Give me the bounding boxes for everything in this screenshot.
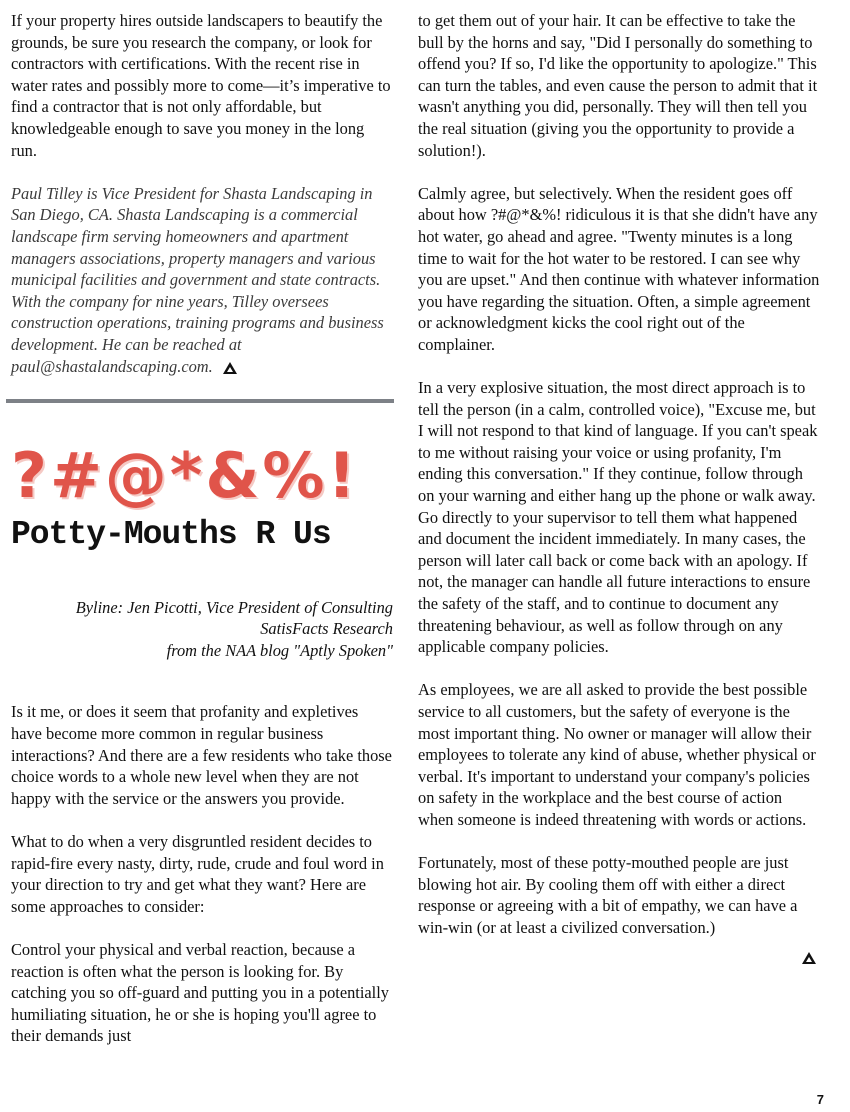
byline-line-1: Byline: Jen Picotti, Vice President of Consulting xyxy=(75,597,393,617)
body-paragraph: As employees, we are all asked to provide the best possible service to all customers, but the safety of everyone is the most important thing. No owner or manager will allow their employees to tolerate any kind of abuse, whether physical or verbal. It's important to understand your company's policies on safety in the workplace and the best course of action when someone is indeed threatening with words or actions. xyxy=(418,680,816,829)
body-paragraph: In a very explosive situation, the most direct approach is to tell the person (in a calm, controlled voice), "Excuse me, but I will not respond to that kind of language. If you can't speak to me without raising your voice or using profanity, I'm ending this conversation." If they continue, follow through on your warning and either hang up the phone or walk away. Go directly to your supervisor to tell them what happened and document the incident immediately. In many cases, the person will later call back or come back with an apology. If not, the manager can handle all future interactions to ensure the safety of the staff, and to continue to document any threatening behaviour, as well as follow through on any applicable company policies. xyxy=(418,378,818,657)
article-header xyxy=(11,438,393,553)
body-paragraph: to get them out of your hair. It can be effective to take the bull by the horns and say, "Did I personally do something to offend you? If so, I'd like the opportunity to apologize." This can turn the tables, and even cause the person to admit that it wasn't anything you did, personally. They will then tell you the real situation (giving you the opportunity to provide a solution!). xyxy=(418,11,818,160)
article-headline: Potty-Mouths R Us xyxy=(11,515,331,553)
author-bio-text: Paul Tilley is Vice President for Shasta Landscaping in San Diego, CA. Shasta Landscaping is a commercial landscape firm serving homeowners and apartment managers associations, property managers and various municipal facilities and government and state contracts. With the company for nine years, Tilley oversees construction operations, training programs and business development. He can be reached at paul@shastalandscaping.com. xyxy=(11,183,384,376)
body-paragraph: Control your physical and verbal reaction, because a reaction is often what the person is looking for. By catching you so off-guard and putting you in a potentially humiliating situation, he or she is hoping you'll agree to their demands just xyxy=(11,940,389,1046)
author-bio xyxy=(11,183,393,377)
byline-line-2: SatisFacts Research xyxy=(260,619,393,639)
body-paragraph: Fortunately, most of these potty-mouthed people are just blowing hot air. By cooling them off with either a direct response or agreeing with a bit of empathy, we can have a win-win (or at least a civilized conversation.) xyxy=(418,853,798,937)
byline-line-3: from the NAA blog "Aptly Spoken" xyxy=(166,640,393,660)
header-symbols: ?#@*&%! xyxy=(11,438,359,512)
body-paragraph: Is it me, or does it seem that profanity and expletives have become more common in regular business interactions? And there are a few residents who take those choice words to a whole new level when they are not happy with the service or the answers you provide. xyxy=(11,702,392,808)
section-divider xyxy=(6,399,394,403)
triangle-end-mark-icon xyxy=(802,952,816,964)
intro-paragraph: If your property hires outside landscapers to beautify the grounds, be sure you research the company, or look for contractors with certifications. With the recent rise in water rates and possibly more to come—it’s imperative to find a contractor that is not only affordable, but knowledgeable enough to save you money in the long run. xyxy=(11,11,391,160)
left-column xyxy=(11,10,393,1069)
body-paragraph: Calmly agree, but selectively. When the resident goes off about how ?#@*&%! ridiculous it is that she didn't have any hot water, go ahead and agree. "Twenty minutes is a long time to wait for the hot water to be restored. I can see why you are upset." And then continue with whatever information you have regarding the situation. Often, a simple agreement or acknowledgment kicks the cool right out of the complainer. xyxy=(418,183,820,354)
page-number: 7 xyxy=(816,1092,824,1107)
article-end xyxy=(418,946,820,968)
right-column xyxy=(418,10,820,968)
body-paragraph: What to do when a very disgruntled resident decides to rapid-fire every nasty, dirty, rude, crude and foul word in your direction to try and get what they want? Here are some approaches to consider: xyxy=(11,832,384,916)
byline xyxy=(11,597,393,662)
triangle-end-mark-icon xyxy=(223,362,237,374)
